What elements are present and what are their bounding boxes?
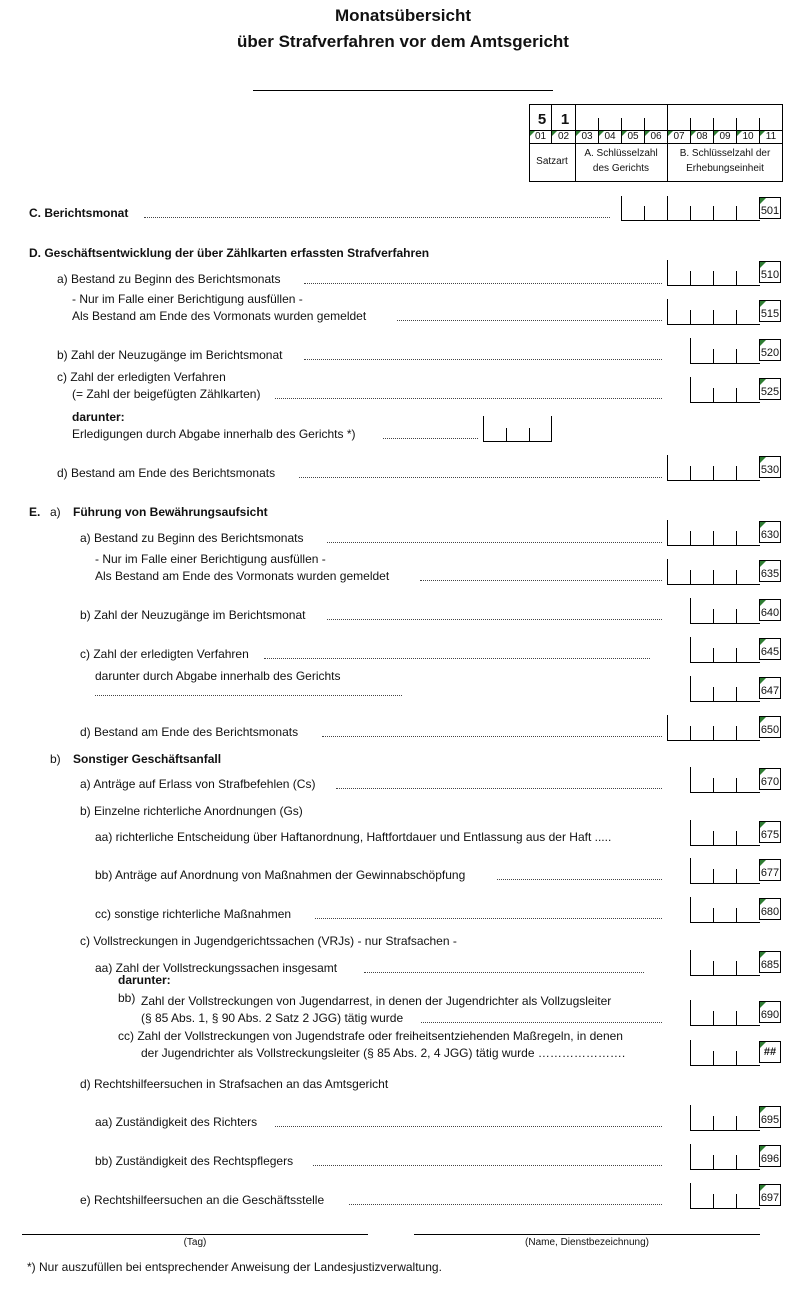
pos-11: 11	[765, 131, 777, 142]
eb-c-bb-line2: (§ 85 Abs. 1, § 90 Abs. 2 Satz 2 JGG) tätig wurde	[141, 1011, 404, 1025]
unit-key-label-1: B. Schlüsselzahl der	[679, 148, 771, 159]
eb-cc-label: cc) sonstige richterliche Maßnahmen	[95, 907, 292, 921]
d-darunter-input[interactable]	[483, 416, 552, 442]
d-a-label: a) Bestand zu Beginn des Berichtsmonats	[57, 272, 281, 286]
unit-key-label-2: Erhebungseinheit	[686, 163, 764, 174]
pos-02: 02	[557, 131, 570, 142]
pos-03: 03	[581, 131, 593, 142]
d-note-label: - Nur im Falle einer Berichtigung ausfüllen -	[72, 292, 303, 306]
eb-c-cc-line2: der Jugendrichter als Vollstreckungsleiter (§ 85 Abs. 2, 4 JGG) tätig wurde ………………….	[141, 1046, 626, 1060]
code-box-677: 677	[759, 859, 781, 881]
d-darunter-text: Erledigungen durch Abgabe innerhalb des Gerichts *)	[72, 427, 356, 441]
eb-d-aa-input[interactable]	[690, 1105, 760, 1131]
section-eb-heading: Sonstiger Geschäftsanfall	[73, 752, 222, 766]
eb-e-label: e) Rechtshilfeersuchen an die Geschäftsstelle	[80, 1193, 325, 1207]
e-a-label: a) Bestand zu Beginn des Berichtsmonats	[80, 531, 304, 545]
pos-07: 07	[673, 131, 685, 142]
d-darunter-label: darunter:	[72, 410, 125, 424]
pos-08: 08	[696, 131, 708, 142]
prefilled-digit-1: 5	[537, 111, 547, 128]
e-b-label: b) Zahl der Neuzugänge im Berichtsmonat	[80, 608, 306, 622]
pos-04: 04	[604, 131, 616, 142]
section-c-label: C. Berichtsmonat	[29, 206, 129, 220]
e-c-input[interactable]	[690, 637, 760, 663]
eb-d-bb-input[interactable]	[690, 1144, 760, 1170]
section-e-a-label: a)	[50, 505, 61, 519]
eb-e-input[interactable]	[690, 1183, 760, 1209]
code-box-645: 645	[759, 638, 781, 660]
eb-aa-input[interactable]	[690, 820, 760, 846]
code-box-685: 685	[759, 951, 781, 973]
prefilled-digit-2: 1	[560, 111, 570, 128]
code-box-520: 520	[759, 339, 781, 361]
e-c-label: c) Zahl der erledigten Verfahren	[80, 647, 249, 661]
eb-a-input[interactable]	[690, 767, 760, 793]
court-key-label-2: des Gerichts	[592, 163, 650, 174]
eb-c-aa-input[interactable]	[690, 950, 760, 976]
d-c-input[interactable]	[690, 377, 760, 403]
court-key-label-1: A. Schlüsselzahl	[584, 148, 658, 159]
eb-c-aa-label: aa) Zahl der Vollstreckungssachen insgesamt	[95, 961, 338, 975]
code-box-695: 695	[759, 1106, 781, 1128]
e-b-input[interactable]	[690, 598, 760, 624]
code-box-510: 510	[759, 261, 781, 283]
eb-c-cc-line1: cc) Zahl der Vollstreckungen von Jugendstrafe oder freiheitsentziehenden Maßregeln, in denen	[118, 1029, 623, 1043]
code-box-647: 647	[759, 677, 781, 699]
eb-c-bb-marker: bb)	[118, 991, 136, 1005]
pos-10: 10	[742, 131, 754, 142]
name-caption: (Name, Dienstbezeichnung)	[525, 1237, 649, 1248]
e-note2-label: Als Bestand am Ende des Vormonats wurden gemeldet	[95, 569, 390, 583]
pos-01: 01	[534, 131, 547, 142]
date-caption: (Tag)	[183, 1237, 207, 1248]
code-box-530: 530	[759, 456, 781, 478]
e-c-sub-input[interactable]	[690, 676, 760, 702]
pos-09: 09	[719, 131, 731, 142]
section-d-heading: D. Geschäftsentwicklung der über Zählkarten erfassten Strafverfahren	[29, 246, 430, 260]
eb-bb-label: bb) Anträge auf Anordnung von Maßnahmen der Gewinnabschöpfung	[95, 868, 466, 882]
eb-bb-input[interactable]	[690, 858, 760, 884]
code-box-670: 670	[759, 768, 781, 790]
section-eb-label: b)	[50, 752, 61, 766]
code-box-635: 635	[759, 560, 781, 582]
section-e-heading: Führung von Bewährungsaufsicht	[73, 505, 268, 519]
eb-c-label: c) Vollstreckungen in Jugendgerichtssachen (VRJs) - nur Strafsachen -	[80, 934, 457, 948]
satzart-label: Satzart	[536, 156, 568, 167]
e-c-sub-label: darunter durch Abgabe innerhalb des Gerichts	[95, 669, 341, 683]
d-d-label: d) Bestand am Ende des Berichtsmonats	[57, 466, 276, 480]
eb-b-label: b) Einzelne richterliche Anordnungen (Gs)	[80, 804, 303, 818]
eb-cc-input[interactable]	[690, 897, 760, 923]
code-box-696: 696	[759, 1145, 781, 1167]
section-e-label: E.	[29, 505, 41, 519]
title-underline	[253, 90, 553, 91]
eb-c-bb-line1: Zahl der Vollstreckungen von Jugendarrest, in denen der Jugendrichter als Vollzugsleiter	[141, 994, 612, 1008]
eb-c-bb-input[interactable]	[690, 1000, 760, 1026]
d-b-input[interactable]	[690, 338, 760, 364]
form-title-line1: Monatsübersicht	[334, 6, 472, 25]
eb-d-aa-label: aa) Zuständigkeit des Richters	[95, 1115, 258, 1129]
eb-a-label: a) Anträge auf Erlass von Strafbefehlen (Cs)	[80, 777, 316, 791]
code-box-630: 630	[759, 521, 781, 543]
eb-aa-label: aa) richterliche Entscheidung über Haftanordnung, Haftfortdauer und Entlassung aus der Haft .....	[95, 830, 612, 844]
d-note2-label: Als Bestand am Ende des Vormonats wurden gemeldet	[72, 309, 367, 323]
form-title-line2: über Strafverfahren vor dem Amtsgericht	[237, 32, 569, 51]
code-box-690: 690	[759, 1001, 781, 1023]
code-box-525: 525	[759, 378, 781, 400]
footnote: *) Nur auszufüllen bei entsprechender Anweisung der Landesjustizverwaltung.	[27, 1260, 442, 1274]
eb-c-darunter: darunter:	[118, 973, 171, 987]
date-signature-line[interactable]	[22, 1234, 368, 1235]
code-box-501: 501	[759, 197, 781, 219]
d-c-label-2: (= Zahl der beigefügten Zählkarten)	[72, 387, 261, 401]
code-box-680: 680	[759, 898, 781, 920]
eb-d-bb-label: bb) Zuständigkeit des Rechtspflegers	[95, 1154, 294, 1168]
code-box-697: 697	[759, 1184, 781, 1206]
pos-05: 05	[627, 131, 639, 142]
code-box-unnumbered: ##	[759, 1041, 781, 1063]
code-box-650: 650	[759, 716, 781, 738]
d-b-label: b) Zahl der Neuzugänge im Berichtsmonat	[57, 348, 283, 362]
code-box-640: 640	[759, 599, 781, 621]
eb-d-label: d) Rechtshilfeersuchen in Strafsachen an das Amtsgericht	[80, 1077, 389, 1091]
e-note-label: - Nur im Falle einer Berichtigung ausfüllen -	[95, 552, 326, 566]
name-signature-line[interactable]	[414, 1234, 760, 1235]
code-box-515: 515	[759, 300, 781, 322]
eb-c-cc-input[interactable]	[690, 1040, 760, 1066]
pos-06: 06	[650, 131, 662, 142]
e-d-label: d) Bestand am Ende des Berichtsmonats	[80, 725, 299, 739]
code-box-675: 675	[759, 821, 781, 843]
d-c-label-1: c) Zahl der erledigten Verfahren	[57, 370, 226, 384]
